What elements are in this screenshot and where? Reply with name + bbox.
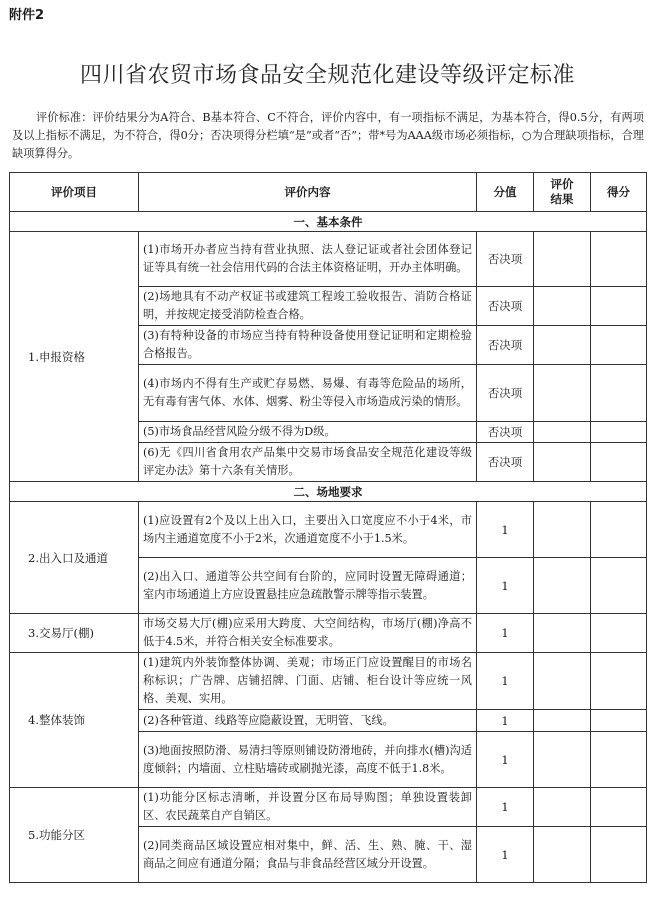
result-cell[interactable] (534, 827, 591, 883)
item-name: 4.整体装饰 (10, 653, 139, 788)
earned-cell[interactable] (591, 614, 647, 653)
item-score: 1 (477, 732, 534, 788)
item-content: (1)应设置有2个及以上出入口，主要出入口宽度应不小于4米，市场内主通道宽度不小于2米，次通道宽度不小于1.5米。 (139, 502, 477, 558)
result-cell[interactable] (534, 558, 591, 614)
item-content: (6)无《四川省食用农产品集中交易市场食品安全规范化建设等级评定办法》第十六条有关情形。 (139, 443, 477, 482)
item-score: 1 (477, 614, 534, 653)
item-name: 3.交易厅(棚) (10, 614, 139, 653)
item-content: (1)功能分区标志清晰，并设置分区布局导购图；单独设置装卸区、农民蔬菜自产自销区。 (139, 788, 477, 827)
section-row (10, 482, 647, 502)
result-cell[interactable] (534, 788, 591, 827)
earned-cell[interactable] (591, 788, 647, 827)
header-row (10, 173, 647, 212)
section-row (10, 212, 647, 232)
section-title: 二、场地要求 (10, 482, 647, 502)
page-title: 四川省农贸市场食品安全规范化建设等级评定标准 (79, 63, 575, 88)
item-score: 1 (477, 502, 534, 558)
result-cell[interactable] (534, 653, 591, 710)
item-score: 否决项 (477, 422, 534, 443)
item-score: 1 (477, 827, 534, 883)
item-content: 市场交易大厅(棚)应采用大跨度、大空间结构，市场厅(棚)净高不低于4.5米，并符合相关安全标准要求。 (139, 614, 477, 653)
earned-cell[interactable] (591, 558, 647, 614)
item-score: 否决项 (477, 326, 534, 365)
item-score: 否决项 (477, 287, 534, 326)
item-content: (2)出入口、通道等公共空间有台阶的，应同时设置无障碍通道；室内市场通道上方应设置悬挂应急疏散警示牌等指示装置。 (139, 558, 477, 614)
item-score: 1 (477, 653, 534, 710)
table-row (10, 653, 647, 710)
earned-cell[interactable] (591, 422, 647, 443)
item-name: 5.功能分区 (10, 788, 139, 883)
item-content: (5)市场食品经营风险分级不得为D级。 (139, 422, 477, 443)
item-score: 1 (477, 710, 534, 732)
evaluation-table (9, 172, 647, 883)
header-item: 评价项目 (10, 173, 139, 212)
result-cell[interactable] (534, 365, 591, 422)
result-cell[interactable] (534, 287, 591, 326)
header-earned: 得分 (591, 173, 647, 212)
table-row (10, 232, 647, 287)
attachment-label: 附件2 (9, 8, 45, 23)
item-content: (1)建筑内外装饰整体协调、美观；市场正门应设置醒目的市场名称标识；广告牌、店铺招牌、门面、店铺、柜台设计等应统一风格、美观、实用。 (139, 653, 477, 710)
earned-cell[interactable] (591, 827, 647, 883)
item-content: (2)场地具有不动产权证书或建筑工程竣工验收报告、消防合格证明，并按规定接受消防检查合格。 (139, 287, 477, 326)
result-cell[interactable] (534, 422, 591, 443)
item-content: (3)地面按照防滑、易清扫等原则铺设防滑地砖，并向排水(槽)沟适度倾斜；内墙面、立柱贴墙砖或刷抛光漆，高度不低于1.8米。 (139, 732, 477, 788)
intro-paragraph: 评价标准：评价结果分为A符合、B基本符合、C不符合，评价内容中，有一项指标不满足，为基本符合，得0.5分，有两项及以上指标不满足，为不符合，得0分；否决项得分栏填“是”或者“否”；带*号为AAA级市场必须指标，○为合理缺项指标，合理缺项算得分。 (12, 111, 644, 160)
table-row (10, 788, 647, 827)
result-cell[interactable] (534, 614, 591, 653)
header-score: 分值 (477, 173, 534, 212)
result-cell[interactable] (534, 443, 591, 482)
item-score: 1 (477, 558, 534, 614)
earned-cell[interactable] (591, 443, 647, 482)
result-cell[interactable] (534, 732, 591, 788)
item-content: (2)同类商品区域设置应相对集中，鲜、活、生、熟、腌、干、湿商品之间应有通道分隔；食品与非食品经营区域分开设置。 (139, 827, 477, 883)
item-name: 1.申报资格 (10, 232, 139, 482)
result-cell[interactable] (534, 502, 591, 558)
item-content: (3)有特种设备的市场应当持有特种设备使用登记证明和定期检验合格报告。 (139, 326, 477, 365)
result-cell[interactable] (534, 710, 591, 732)
section-title: 一、基本条件 (10, 212, 647, 232)
earned-cell[interactable] (591, 710, 647, 732)
item-score: 否决项 (477, 232, 534, 287)
earned-cell[interactable] (591, 502, 647, 558)
earned-cell[interactable] (591, 653, 647, 710)
table-row (10, 502, 647, 558)
item-score: 否决项 (477, 365, 534, 422)
item-content: (4)市场内不得有生产或贮存易燃、易爆、有毒等危险品的场所，无有毒有害气体、水体、烟雾、粉尘等侵入市场造成污染的情形。 (139, 365, 477, 422)
earned-cell[interactable] (591, 287, 647, 326)
item-name: 2.出入口及通道 (10, 502, 139, 614)
result-cell[interactable] (534, 326, 591, 365)
earned-cell[interactable] (591, 732, 647, 788)
earned-cell[interactable] (591, 326, 647, 365)
table-row (10, 614, 647, 653)
item-score: 1 (477, 788, 534, 827)
header-content: 评价内容 (139, 173, 477, 212)
item-content: (2)各种管道、线路等应隐蔽设置，无明管、飞线。 (139, 710, 477, 732)
earned-cell[interactable] (591, 365, 647, 422)
item-score: 否决项 (477, 443, 534, 482)
header-result: 评价结果 (534, 173, 591, 212)
earned-cell[interactable] (591, 232, 647, 287)
item-content: (1)市场开办者应当持有营业执照、法人登记证或者社会团体登记证等具有统一社会信用代码的合法主体资格证明，开办主体明确。 (139, 232, 477, 287)
result-cell[interactable] (534, 232, 591, 287)
